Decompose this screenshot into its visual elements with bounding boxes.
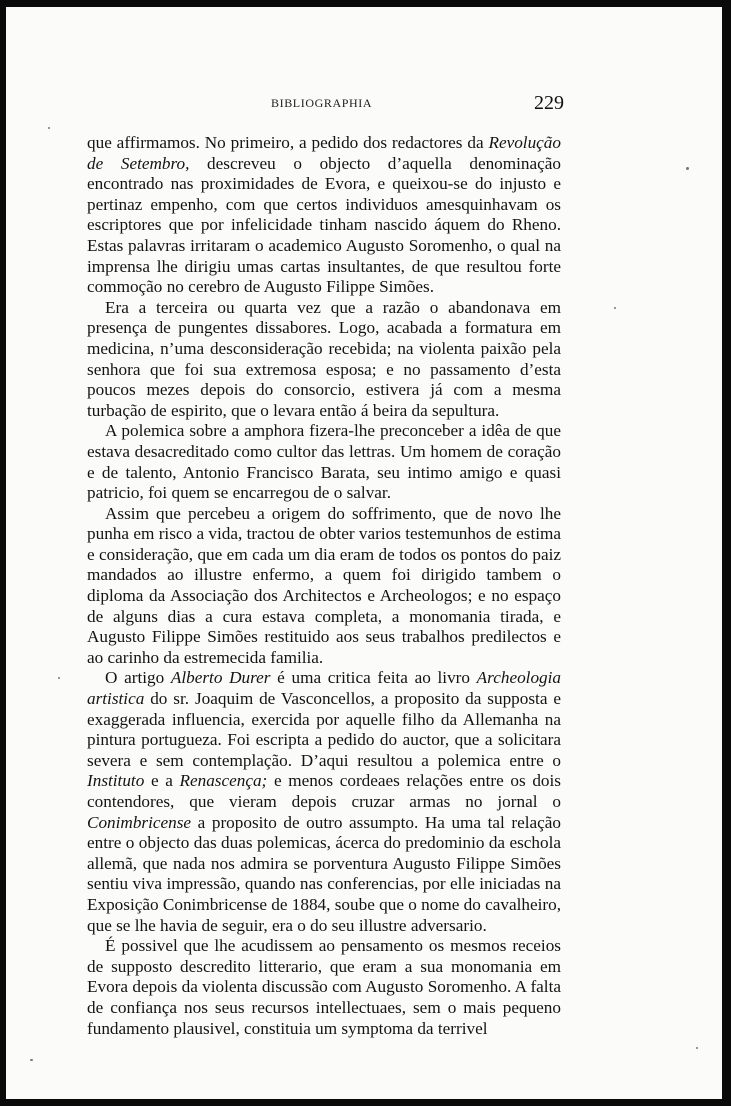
text-run: Era a terceira ou quarta vez que a razão o abandonava em presença de pungentes dissabores. Logo, acabada a formatura em medicina, n’uma desconsideração recebida; na violenta paixão pela senhora que foi sua extremosa esposa; e no passamento d’esta poucos mezes depois do consorcio, estivera já com a mesma turbação de espirito, que o levara então á beira da sepultura.: [87, 297, 561, 420]
text-run: descreveu o objecto d’aquella denominação encontrado nas proximidades de Evora, e queixou-se do injusto e pertinaz empenho, com que certos individuos amesquinhavam os escriptores que por infelicidade tinham nascido áquem do Rheno. Estas palavras irritaram o academico Augusto Soromenho, o qual na imprensa lhe dirigiu umas cartas insultantes, de que resultou forte commoção no cerebro de Augusto Filippe Simões.: [87, 153, 561, 297]
scan-speck: [696, 1047, 698, 1049]
scan-speck: [614, 307, 616, 309]
italic-title: Revolução de Setembro,: [87, 133, 561, 173]
italic-title: Archeologia artistica: [87, 668, 561, 709]
text-run: e menos cordeaes relações entre os dois contendores, que vieram depois cruzar armas no jornal o: [87, 771, 561, 811]
paragraph: [87, 504, 561, 669]
text-run: que affirmamos. No primeiro, a pedido dos redactores da: [87, 133, 489, 152]
text-run: O artigo: [105, 668, 171, 688]
text-run: do sr. Joaquim de Vasconcellos, a proposito da supposta e exaggerada influencia, exercida por aquelle filho da Allemanha na pintura portugueza. Foi escripta a pedido do auctor, que a solicitara severa e sem contemplação. D’aqui resultou a polemica entre o: [87, 689, 561, 770]
running-title: BIBLIOGRAPHIA: [271, 96, 373, 110]
paragraph: [87, 421, 561, 503]
paragraph: [87, 133, 561, 298]
text-run: e a: [144, 771, 180, 791]
page-number: 229: [534, 92, 564, 114]
paragraph: [87, 668, 561, 936]
page-header: [6, 92, 722, 122]
scan-speck: [30, 1059, 33, 1061]
scan-speck: [48, 127, 50, 129]
body-text: [87, 133, 561, 1039]
italic-title: Conimbricense: [87, 812, 192, 832]
book-page: [6, 7, 722, 1099]
text-run: a proposito de outro assumpto. Ha uma tal relação entre o objecto das duas polemicas, ácerca do predominio da eschola allemã, que nada nos admira se porventura Augusto Filippe Simões sentiu viva impressão, quando nas conferencias, por elle iniciadas na Exposição Conimbricense de 1884, soube que o nome do cavalheiro, que se lhe havia de seguir, era o do seu illustre adversario.: [87, 812, 561, 935]
text-run: Assim que percebeu a origem do soffrimento, que de novo lhe punha em risco a vida, tractou de obter varios testemunhos de estima e consideração, que em cada um dia eram de todos os pontos do paiz mandados ao illustre enfermo, a quem foi dirigido tambem o diploma da Associação dos Architectos e Archeologos; e no espaço de alguns dias a cura estava completa, a monomania tirada, e Augusto Filippe Simões restituido aos seus trabalhos predilectos e ao carinho da estremecida familia.: [87, 503, 561, 667]
italic-title: Renascença;: [179, 771, 268, 791]
scan-speck: [686, 167, 689, 170]
text-run: é uma critica feita ao livro: [270, 668, 477, 688]
scan-speck: [58, 677, 60, 679]
italic-title: Alberto Durer: [170, 668, 271, 688]
text-run: É possivel que lhe acudissem ao pensamento os mesmos receios de supposto descredito litterario, que eram a sua monomania em Evora depois da violenta discussão com Augusto Soromenho. A falta de confiança nos seus recursos intellectuaes, sem o mais pequeno fundamento plausivel, constituia um symptoma da terrivel: [87, 936, 561, 1038]
paragraph: [87, 936, 561, 1039]
paragraph: [87, 298, 561, 422]
text-run: A polemica sobre a amphora fizera-lhe preconceber a idêa de que estava desacreditado como cultor das lettras. Um homem de coração e de talento, Antonio Francisco Barata, seu intimo amigo e quasi patricio, foi quem se encarregou de o salvar.: [87, 421, 561, 503]
italic-title: Instituto: [87, 771, 145, 791]
